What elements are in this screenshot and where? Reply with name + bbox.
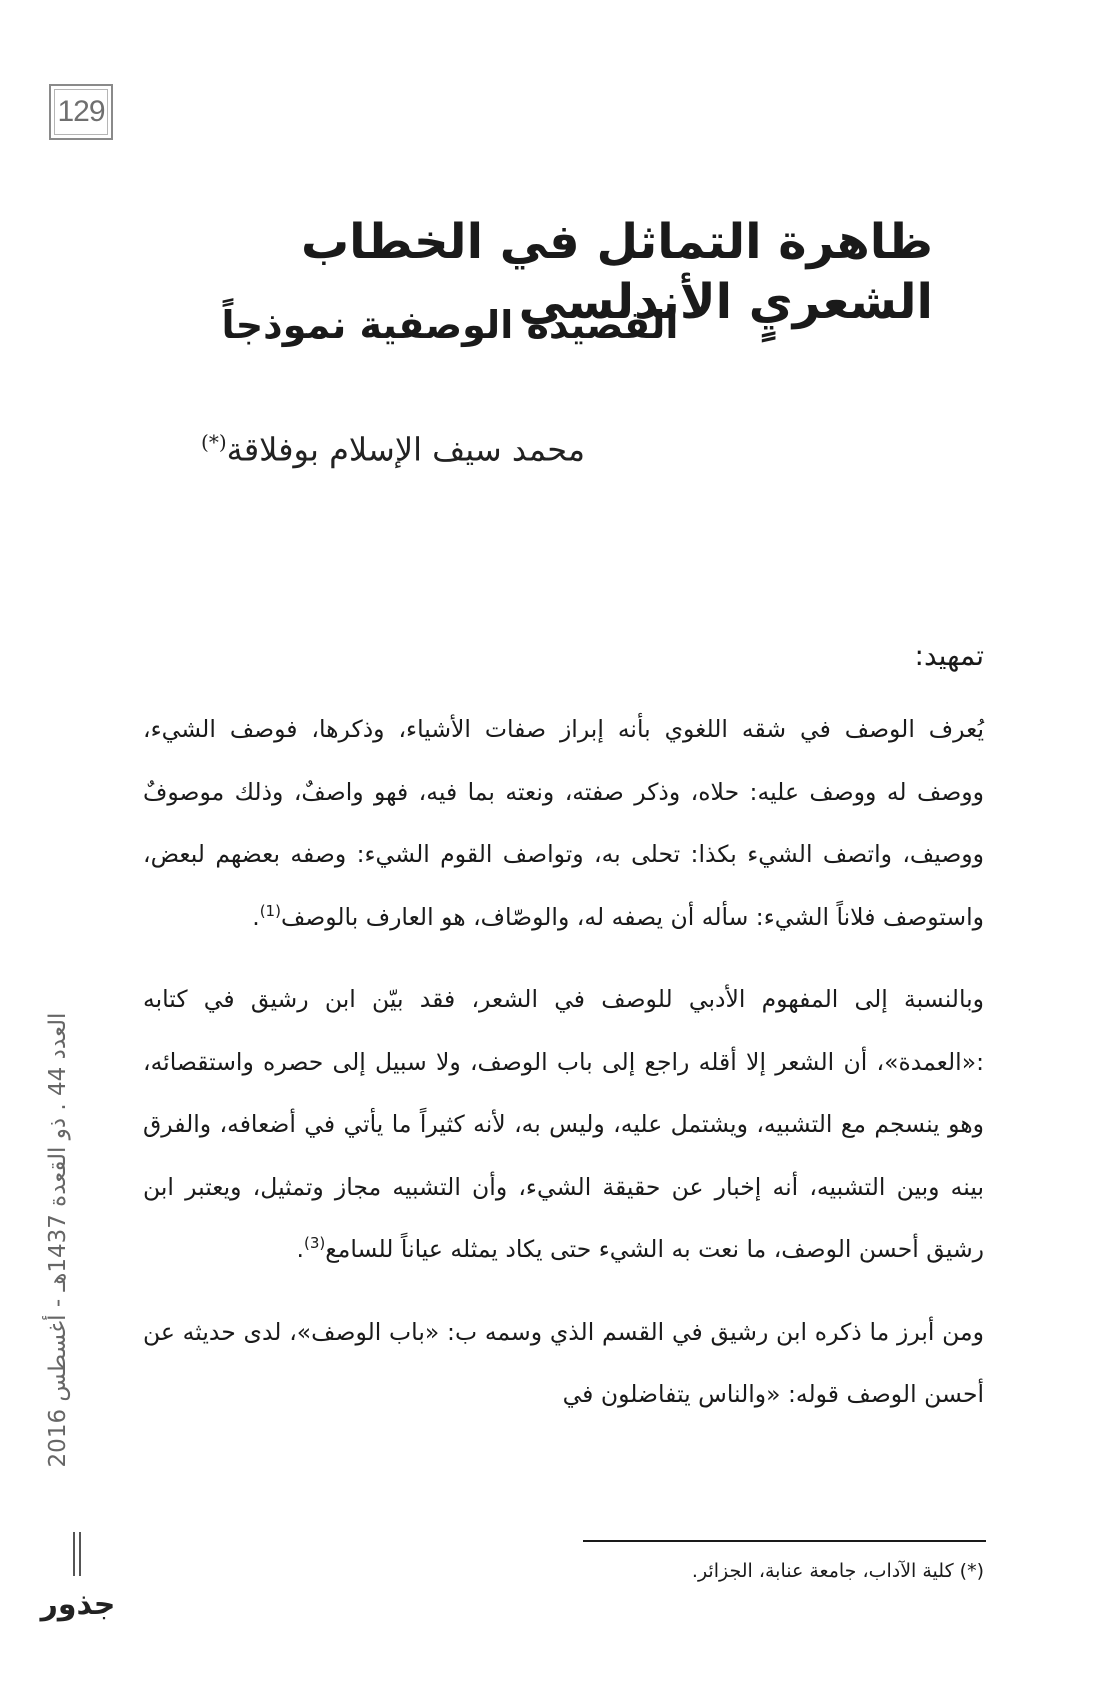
footnote-ref: (3) <box>304 1234 326 1253</box>
issue-info-vertical: العدد 44 . ذو القعدة 1437هـ - أغسطس 2016 <box>45 1012 71 1468</box>
page-number: 129 <box>54 89 108 135</box>
paragraph <box>143 698 984 948</box>
page-number-box <box>49 84 113 140</box>
section-heading: تمهيد: <box>914 639 984 672</box>
author-line <box>25 420 585 472</box>
footnote: (*) كلية الآداب، جامعة عنابة، الجزائر. <box>691 1560 984 1582</box>
journal-logo <box>38 1524 118 1634</box>
journal-logo-text: جذور <box>40 1587 116 1622</box>
footnote-divider <box>583 1540 986 1542</box>
article-subtitle: القصيدة الوصفية نموذجاً <box>221 303 679 347</box>
author-name: محمد سيف الإسلام بوفلاقة <box>226 430 585 469</box>
body-text <box>143 698 984 1426</box>
paragraph <box>143 1301 984 1426</box>
paragraph-end: . <box>296 1235 305 1263</box>
paragraph-text: يُعرف الوصف في شقه اللغوي بأنه إبراز صفات الأشياء، وذكرها، فوصف الشيء، ووصف له ووصف عليه: حلاه، وذكر صفته، ونعته بما فيه، فهو واصفٌ، وذلك موصوفٌ ووصيف، واتصف الشيء بكذا: تحلى به، وتواصف القوم الشيء: وصفه بعضهم لبعض، واستوصف فلاناً الشيء: سأله أن يصفه له، والوصّاف، هو العارف بالوصف <box>143 715 984 931</box>
footnote-ref: (1) <box>259 901 281 920</box>
paragraph-end: . <box>252 902 260 931</box>
author-footnote-marker: (*) <box>201 430 227 454</box>
paragraph <box>143 968 984 1281</box>
paragraph-text: وبالنسبة إلى المفهوم الأدبي للوصف في الشعر، فقد بيّن ابن رشيق في كتابه :«العمدة»، أن الشعر إلا أقله راجع إلى باب الوصف، ولا سبيل إلى حصره واستقصائه، وهو ينسجم مع التشبيه، ويشتمل عليه، وليس به، لأنه كثيراً ما يأتي في أضعافه، والفرق بينه وبين التشبيه، أنه إخبار عن حقيقة الشيء، وأن التشبيه مجاز وتمثيل، ويعتبر ابن رشيق أحسن الوصف، ما نعت به الشيء حتى يكاد يمثله عياناً للسامع <box>143 985 984 1263</box>
article-title: ظاهرة التماثل في الخطاب الشعريٍ الأندلسي <box>300 214 933 330</box>
paragraph-text: ومن أبرز ما ذكره ابن رشيق في القسم الذي وسمه ب: «باب الوصف»، لدى حديثه عن أحسن الوصف قوله: «والناس يتفاضلون في <box>143 1317 984 1408</box>
journal-logo-icon <box>38 1524 118 1634</box>
